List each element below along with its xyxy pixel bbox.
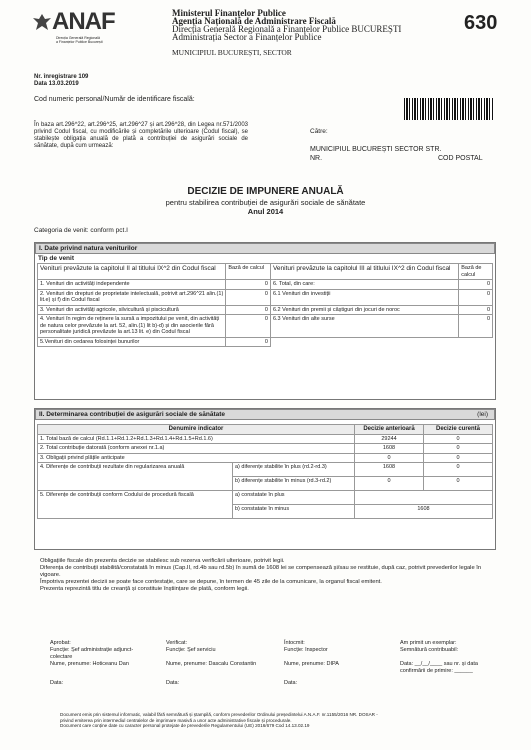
signature-received bbox=[400, 640, 500, 675]
signature-drafted bbox=[284, 640, 384, 687]
signature-date: Data: bbox=[284, 680, 298, 686]
signature-function: Funcție: Șef serviciu bbox=[166, 647, 216, 653]
table-row bbox=[38, 289, 493, 305]
contribution-table bbox=[37, 424, 493, 519]
indicator-sublabel: a) diferențe stabilite în plus (rd.2-rd.3) bbox=[233, 463, 355, 477]
table-row bbox=[38, 315, 493, 338]
indicator-label: 1. Total bază de calcul (Rd.1.1+Rd.1.2+Rd.1.3+Rd.1.4+Rd.1.5+Rd.1.6) bbox=[38, 434, 355, 444]
section2-title bbox=[35, 409, 495, 420]
recipient-address: MUNICIPIUL BUCUREȘTI SECTOR STR. bbox=[310, 146, 442, 153]
income-row-label: 5.Venituri din cedarea folosinței bunurilor bbox=[38, 337, 226, 347]
income-row-value: 0 bbox=[226, 305, 271, 315]
indicator-label: 4. Diferențe de contribuții rezultate din regularizarea anuală bbox=[38, 463, 233, 491]
income-row-label bbox=[270, 337, 458, 347]
income-row-label: 2. Venituri din drepturi de proprietate intelectuală, potrivit art.296^21 alin.(1) lit.e) și f) din Codul fiscal bbox=[38, 289, 226, 305]
signature-role: Verificat: bbox=[166, 640, 188, 646]
document-title: DECIZIE DE IMPUNERE ANUALĂ bbox=[187, 186, 344, 197]
income-row-value bbox=[459, 337, 493, 347]
indicator-curr: 0 bbox=[424, 463, 493, 477]
logo-subtitle-1: Direcția Generală Regională bbox=[56, 36, 100, 40]
legal-basis: În baza art.296^22, art.296^25, art.296^27 și art.296^28, din Legea nr.571/2003 privind Codul fiscal, cu modificările și completările ulterioare (Codul fiscal), se stabilește obligația anuală de plată a contribuției de asigurări sociale de sănătate, după cum urmează: bbox=[34, 122, 248, 149]
income-row-label: 6.1 Venituri din investiții bbox=[270, 289, 458, 305]
signature-contributor: Semnătură contribuabil: bbox=[400, 647, 459, 653]
signature-role: Întocmit: bbox=[284, 640, 305, 646]
indicator-prev: 1608 bbox=[355, 463, 424, 477]
municipality: MUNICIPIUL BUCUREȘTI, SECTOR bbox=[172, 48, 292, 57]
footer bbox=[60, 712, 500, 729]
barcode bbox=[404, 98, 494, 120]
section1-title: I. Date privind natura veniturilor bbox=[35, 243, 495, 254]
note-3: Împotriva prezentei decizii se poate face contestație, care se depune, în termen de 45 zile de la comunicare, la organul fiscal emitent. bbox=[40, 579, 382, 585]
col-indicator: Denumire indicator bbox=[38, 425, 355, 435]
footer-line-1: Document emis prin sistemul informatic, valabil fără semnătură și ștampilă, conform prevederilor Ordinului președintelui A.N.A.F. nr.1155/2016 NR. DOSAR - bbox=[60, 712, 378, 717]
signature-name: Nume, prenume: Dascalu Constantin bbox=[166, 661, 257, 667]
indicator-curr: 0 bbox=[424, 434, 493, 444]
income-row-value: 0 bbox=[459, 315, 493, 338]
recipient-label: Către: bbox=[310, 128, 328, 135]
header-administration: Administrația Sector a Finanțelor Publice bbox=[172, 32, 322, 42]
income-row-label: 6.2 Venituri din premii și câștiguri din jocuri de noroc bbox=[270, 305, 458, 315]
note-2: Diferența de contribuții stabilită/constatată în minus (Cap.II, rd.4b sau rd.5b) în sumă de 1608 lei se compensează și/sau se restituie, după caz, potrivit prevederilor legale în vigoare. bbox=[40, 565, 482, 578]
document-year: Anul 2014 bbox=[247, 207, 284, 216]
note-4: Prezenta reprezintă titlu de creanță și constituie înștiințare de plată, conform legii. bbox=[40, 586, 249, 592]
signature-date: Data: __/__/____ sau nr. și data confirmării de primire: ______ bbox=[400, 661, 478, 674]
col-prev: Decizie anterioară bbox=[355, 425, 424, 435]
table-row bbox=[38, 305, 493, 315]
indicator-curr: 0 bbox=[424, 444, 493, 454]
signature-name: Nume, prenume: DIPA bbox=[284, 661, 339, 667]
table-row bbox=[38, 491, 493, 505]
income-row-label: 1. Venituri din activități independente bbox=[38, 280, 226, 290]
income-row-value: 0 bbox=[459, 289, 493, 305]
signature-approved bbox=[50, 640, 150, 687]
indicator-sublabel: b) constatate în minus bbox=[233, 505, 355, 519]
signature-role: Am primit un exemplar: bbox=[400, 640, 457, 646]
section2-unit: (lei) bbox=[477, 411, 488, 418]
recipient-nr: NR. bbox=[310, 155, 323, 162]
signature-date: Data: bbox=[166, 680, 180, 686]
col-left-header: Venituri prevăzute la capitolul II al titlului IX^2 din Codul fiscal bbox=[38, 264, 226, 280]
table-row bbox=[38, 463, 493, 477]
section2-title-text: II. Determinarea contribuției de asigurări sociale de sănătate bbox=[39, 411, 226, 418]
section1-subtitle: Tip de venit bbox=[38, 255, 74, 262]
indicator-prev: 0 bbox=[355, 477, 424, 491]
indicator-value: 1608 bbox=[355, 505, 493, 519]
header-direction: Direcția Generală Regională a Finanțelor Publice BUCUREȘTI bbox=[172, 24, 402, 34]
indicator-sublabel: b) diferențe stabilite în minus (rd.3-rd.2) bbox=[233, 477, 355, 491]
indicator-label: 2. Total contribuție datorată (conform anexei nr.1.a) bbox=[38, 444, 355, 454]
table-row bbox=[38, 434, 493, 444]
income-row-label: 4. Venituri în regim de reținere la sursă a impozitului pe venit, din activități de natura celor prevăzute la art. 52, alin.(1) lit b)-d) și din asocierile fără personalitate juridică prevăzute la art.13 lit. e) din Codul fiscal bbox=[38, 315, 226, 338]
form-number: 630 bbox=[464, 12, 498, 34]
logo-text: ANAF bbox=[52, 8, 115, 35]
income-row-value: 0 bbox=[226, 280, 271, 290]
indicator-prev: 0 bbox=[355, 453, 424, 463]
income-row-value: 0 bbox=[226, 289, 271, 305]
signature-verified bbox=[166, 640, 276, 687]
income-row-label: 6. Total, din care: bbox=[270, 280, 458, 290]
section-income-nature bbox=[34, 242, 496, 400]
indicator-prev: 29244 bbox=[355, 434, 424, 444]
notes bbox=[40, 558, 490, 593]
signature-function: Funcție: Inspector bbox=[284, 647, 328, 653]
col-base-header: Bază de calcul bbox=[226, 264, 271, 280]
header-ministry: Ministerul Finanțelor Publice bbox=[172, 8, 286, 18]
logo-subtitle-2: a Finanțelor Publice București bbox=[56, 40, 103, 44]
col-base-header-2: Bază de calcul bbox=[459, 264, 493, 280]
income-row-value: 0 bbox=[459, 280, 493, 290]
table-row bbox=[38, 453, 493, 463]
col-right-header: Venituri prevăzute la capitolul III al titlului IX^2 din Codul fiscal bbox=[270, 264, 458, 280]
signature-date: Data: bbox=[50, 680, 64, 686]
footer-line-3: Document care conține date cu caracter personal protejate de prevederile Regulamentului (UE) 2016/679 Cod 14.13.02.19 bbox=[60, 723, 310, 728]
table-row bbox=[38, 444, 493, 454]
table-row bbox=[38, 337, 493, 347]
signature-function: Funcție: Șef administrație adjunct-colectare bbox=[50, 647, 134, 660]
income-category: Categoria de venit: conform pct.I bbox=[34, 227, 128, 234]
registration-number: Nr. înregistrare 109 bbox=[34, 74, 89, 80]
header-agency: Agenția Națională de Administrare Fiscală bbox=[172, 16, 336, 26]
cnp-label: Cod numeric personal/Număr de identificare fiscală: bbox=[34, 96, 195, 103]
indicator-prev: 1608 bbox=[355, 444, 424, 454]
indicator-sublabel: a) constatate în plus bbox=[233, 491, 355, 505]
income-row-label: 6.3 Venituri din alte surse bbox=[270, 315, 458, 338]
section-contribution bbox=[34, 408, 496, 550]
indicator-label: 5. Diferențe de contribuții conform Codului de procedură fiscală bbox=[38, 491, 233, 519]
signature-name: Nume, prenume: Hoticeanu Dan bbox=[50, 661, 129, 667]
indicator-value-empty bbox=[355, 491, 493, 505]
recipient-postal: COD POSTAL bbox=[438, 155, 483, 162]
income-row-value: 0 bbox=[459, 305, 493, 315]
income-row-value: 0 bbox=[226, 337, 271, 347]
registration-date: Data 13.03.2019 bbox=[34, 81, 79, 87]
indicator-curr: 0 bbox=[424, 453, 493, 463]
document-subtitle: pentru stabilirea contribuției de asigurări sociale de sănătate bbox=[165, 198, 366, 207]
col-curr: Decizie curentă bbox=[424, 425, 493, 435]
indicator-curr: 0 bbox=[424, 477, 493, 491]
eagle-icon bbox=[32, 12, 52, 32]
footer-line-2: privind emiterea prin intermediul centralelor de imprimare masivă a unor acte administrative fiscale și procedurale. bbox=[60, 717, 292, 723]
signature-role: Aprobat: bbox=[50, 640, 71, 646]
table-row bbox=[38, 280, 493, 290]
income-table bbox=[37, 263, 493, 347]
note-1: Obligațiile fiscale din prezenta decizie se stabilesc sub rezerva verificării ulterioare, potrivit legii. bbox=[40, 558, 285, 564]
anaf-logo bbox=[32, 10, 124, 50]
income-row-label: 3. Venituri din activități agricole, silvicultură și piscicultură bbox=[38, 305, 226, 315]
indicator-label: 3. Obligații privind plățile anticipate bbox=[38, 453, 355, 463]
income-row-value: 0 bbox=[226, 315, 271, 338]
